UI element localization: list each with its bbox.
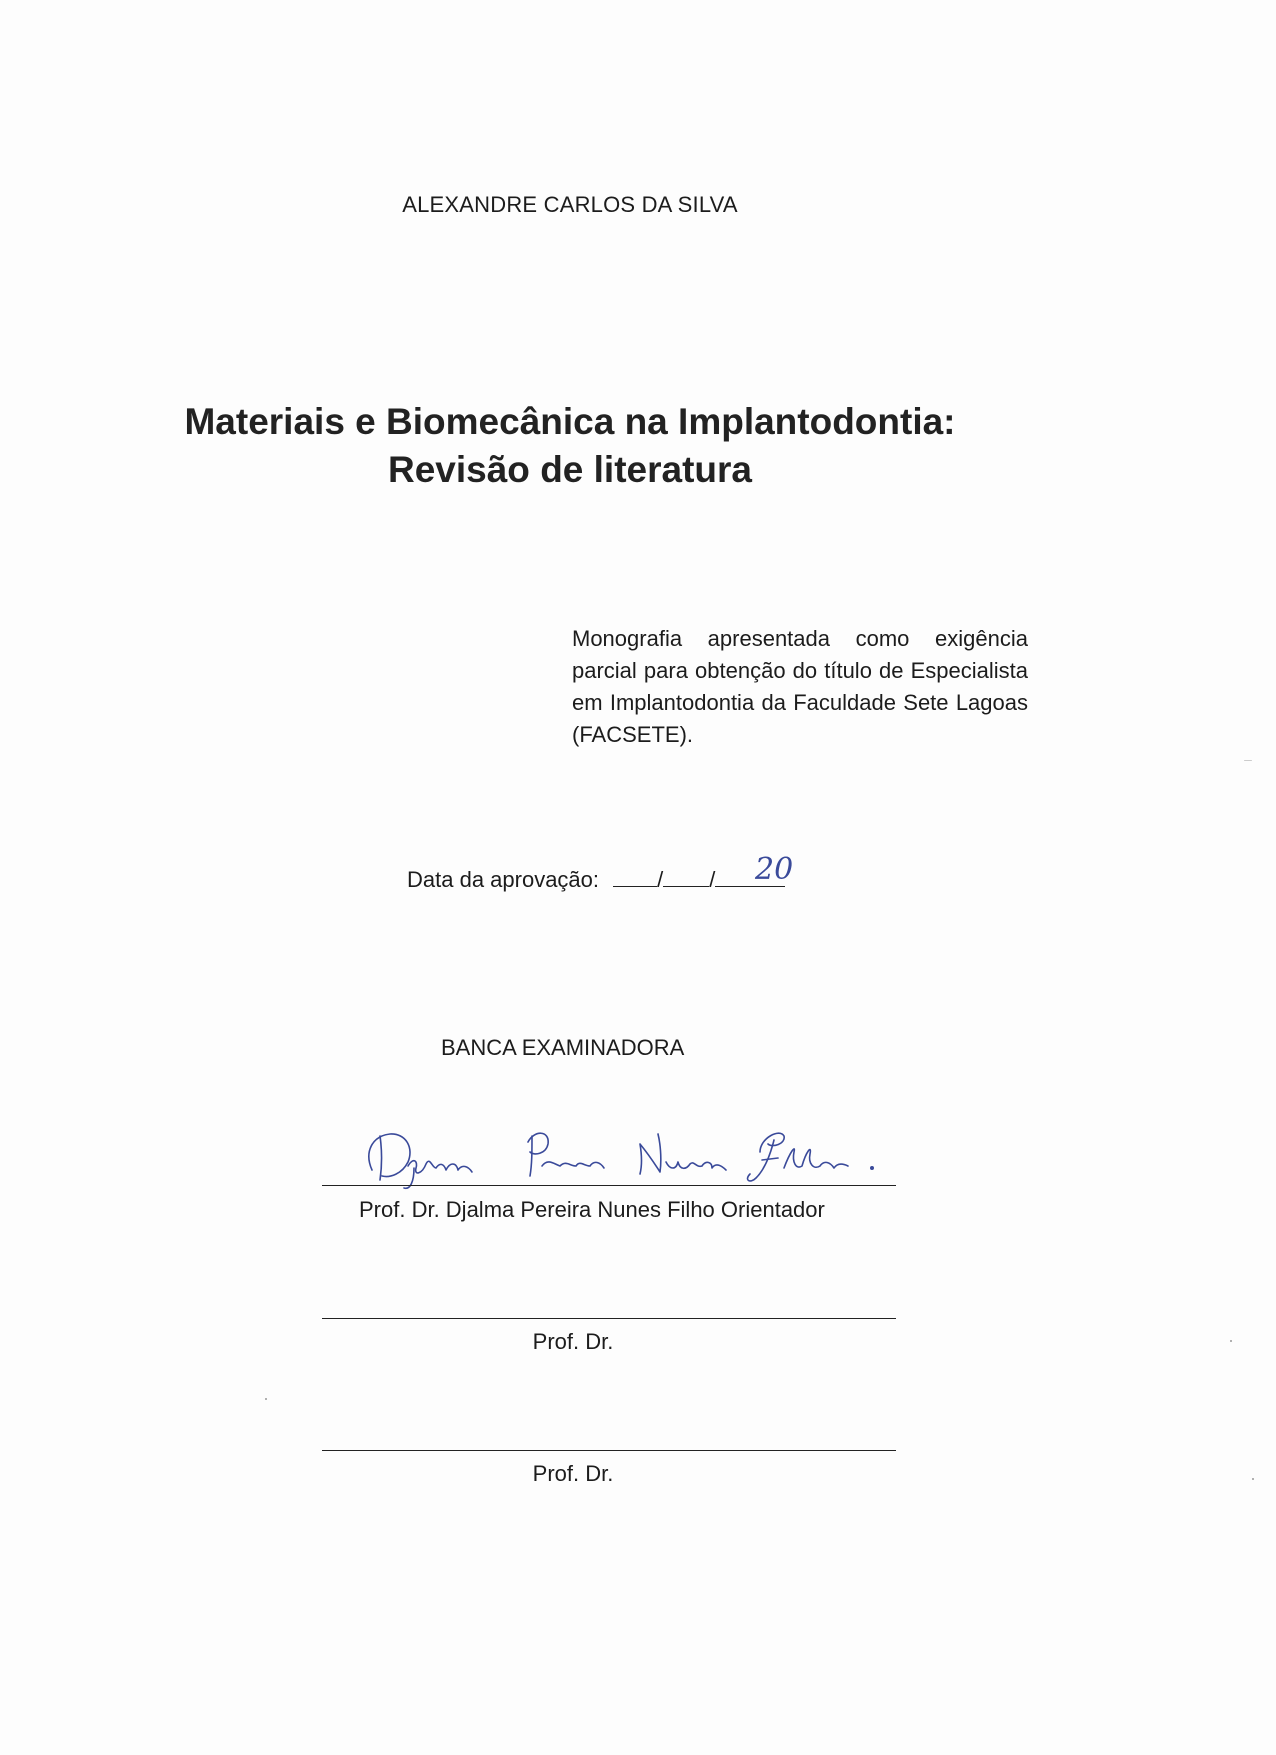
day-blank bbox=[613, 864, 657, 887]
signature-line-2 bbox=[322, 1318, 896, 1319]
scan-speck bbox=[1244, 760, 1252, 761]
scan-speck bbox=[265, 1398, 267, 1400]
approval-date bbox=[407, 864, 785, 893]
signature-line-1 bbox=[322, 1185, 896, 1186]
approval-label: Data da aprovação: bbox=[407, 867, 600, 892]
board-heading: BANCA EXAMINADORA bbox=[441, 1035, 685, 1060]
examiner-1-name: Prof. Dr. Djalma Pereira Nunes Filho Orientador bbox=[359, 1197, 825, 1222]
document-title bbox=[0, 398, 1140, 494]
monograph-description: Monografia apresentada como exigência parcial para obtenção do título de Especialista em Implantodontia da Faculdade Sete Lagoas (FACSETE). bbox=[572, 626, 1028, 747]
scan-speck bbox=[1230, 1340, 1232, 1342]
examiner-3-name: Prof. Dr. bbox=[532, 1461, 614, 1486]
scan-speck bbox=[1252, 1478, 1254, 1480]
signature-line-3 bbox=[322, 1450, 896, 1451]
month-blank bbox=[663, 864, 709, 887]
author-name: ALEXANDRE CARLOS DA SILVA bbox=[402, 192, 738, 217]
title-line-2: Revisão de literatura bbox=[388, 449, 752, 490]
title-line-1: Materiais e Biomecânica na Implantodontia: bbox=[184, 401, 956, 442]
examiner-2-name: Prof. Dr. bbox=[532, 1329, 614, 1354]
date-separator: / bbox=[657, 867, 664, 892]
handwritten-year: 20 bbox=[755, 852, 794, 887]
date-separator: / bbox=[709, 867, 716, 892]
signature-image bbox=[360, 1122, 900, 1192]
